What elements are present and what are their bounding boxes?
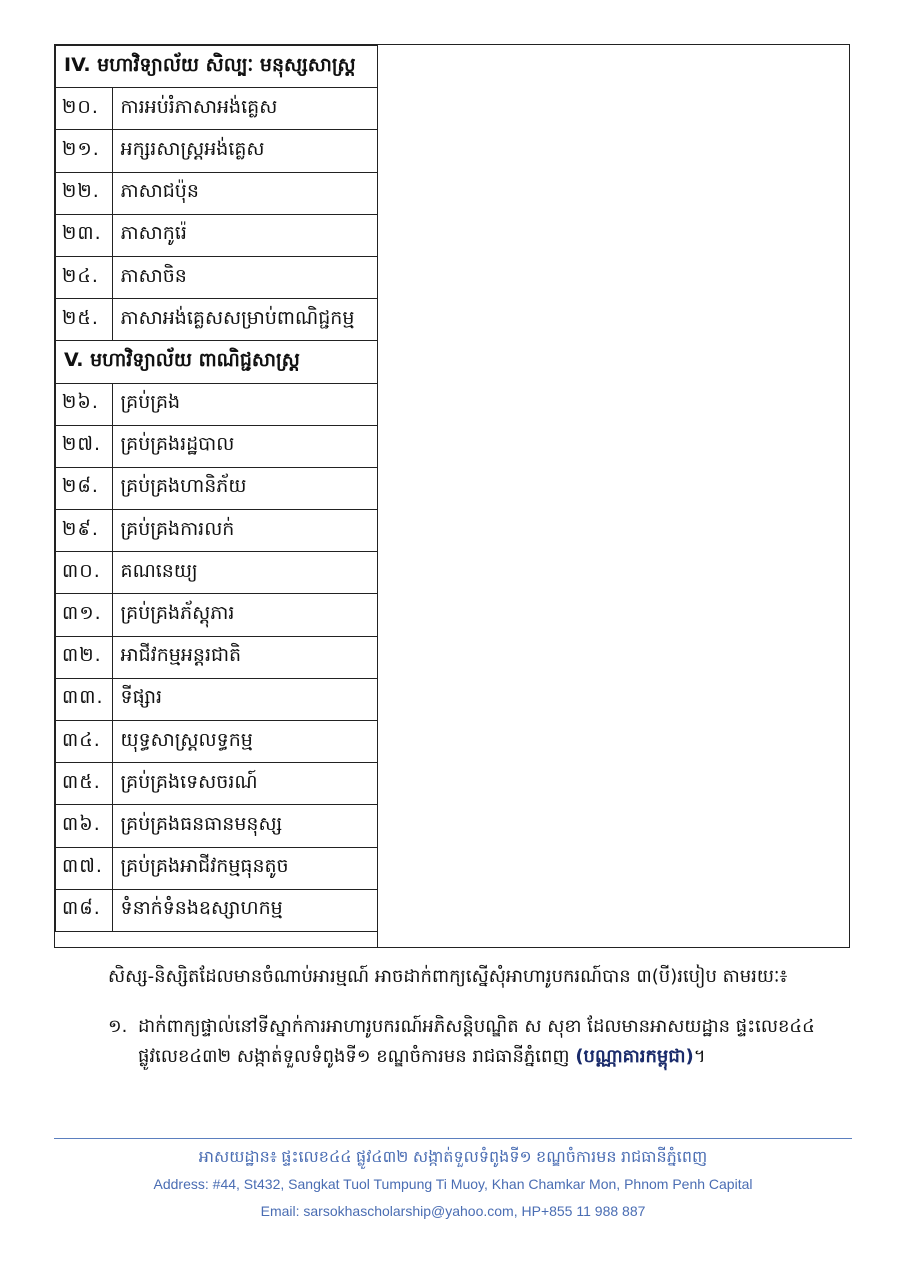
major-number: ៣៤. <box>56 721 113 763</box>
sentence-end: ។ <box>693 1046 706 1067</box>
majors-table <box>55 45 378 932</box>
major-number: ២៩. <box>56 510 113 552</box>
major-name: គ្រប់គ្រងធនធានមនុស្ស <box>112 805 377 847</box>
major-name: គ្រប់គ្រងការលក់ <box>112 510 377 552</box>
major-row <box>56 847 378 889</box>
major-number: ២៣. <box>56 214 113 256</box>
major-row <box>56 678 378 720</box>
major-row <box>56 88 378 130</box>
major-number: ៣១. <box>56 594 113 636</box>
footer-english-address: Address: #44, St432, Sangkat Tuol Tumpung Ti Muoy, Khan Chamkar Mon, Phnom Penh Capital <box>153 1176 753 1192</box>
empty-right-pane <box>377 45 849 947</box>
major-number: ៣៣. <box>56 678 113 720</box>
major-number: ៣៨. <box>56 889 113 931</box>
major-name: គ្រប់គ្រងភ័ស្តុភារ <box>112 594 377 636</box>
major-name: គ្រប់គ្រងរដ្ឋបាល <box>112 425 377 467</box>
list-marker: ១. <box>108 1016 128 1037</box>
footer-divider <box>54 1138 852 1139</box>
major-number: ២២. <box>56 172 113 214</box>
major-number: ២៧. <box>56 425 113 467</box>
major-number: ៣៥. <box>56 763 113 805</box>
major-row <box>56 763 378 805</box>
major-number: ២៤. <box>56 256 113 298</box>
footer-khmer-address: អាសយដ្ឋាន៖ ផ្ទះលេខ៤៤ ផ្លូវ៤៣២ សង្កាត់ទួលទំពូងទី១ ខណ្ឌចំការមន រាជធានីភ្នំពេញ <box>198 1149 708 1166</box>
major-row <box>56 721 378 763</box>
major-name: ភាសាអង់គ្លេសសម្រាប់ពាណិជ្ជកម្ម <box>112 299 377 341</box>
major-name: ភាសាជប៉ុន <box>112 172 377 214</box>
major-number: ៣៧. <box>56 847 113 889</box>
page-footer <box>54 1145 852 1225</box>
major-row <box>56 889 378 931</box>
major-row <box>56 299 378 341</box>
major-name: យុទ្ធសាស្ត្រលទ្ធកម្ម <box>112 721 377 763</box>
faculty-header-row <box>56 341 378 383</box>
major-row <box>56 467 378 509</box>
major-number: ៣០. <box>56 552 113 594</box>
major-name: គ្រប់គ្រងអាជីវកម្មធុនតូច <box>112 847 377 889</box>
faculty-title: IV. មហាវិទ្យាល័យ សិល្បៈ មនុស្សសាស្ត្រ <box>56 46 378 88</box>
major-name: ភាសាចិន <box>112 256 377 298</box>
application-intro: សិស្ស-និស្សិតដែលមានចំណាប់អារម្មណ៍ អាចដាក់ពាក្យស្នើសុំអាហារូបករណ៍បាន ៣(បី)របៀប តាមរយៈ៖ <box>108 966 788 987</box>
major-row <box>56 805 378 847</box>
footer-contact: Email: sarsokhascholarship@yahoo.com, HP+855 11 988 887 <box>260 1203 646 1219</box>
majors-box <box>54 44 850 948</box>
faculty-title: V. មហាវិទ្យាល័យ ពាណិជ្ជសាស្ត្រ <box>56 341 378 383</box>
major-number: ២១. <box>56 130 113 172</box>
major-name: ភាសាកូរ៉េ <box>112 214 377 256</box>
faculty-header-row <box>56 46 378 88</box>
major-name: ទីផ្សារ <box>112 678 377 720</box>
bookstore-name: (បណ្ណាគារកម្ពុជា) <box>575 1046 694 1067</box>
major-number: ២០. <box>56 88 113 130</box>
major-row <box>56 383 378 425</box>
major-name: គ្រប់គ្រងហានិភ័យ <box>112 467 377 509</box>
major-name: គ្រប់គ្រងទេសចរណ៍ <box>112 763 377 805</box>
major-row <box>56 130 378 172</box>
major-name: គ្រប់គ្រង <box>112 383 377 425</box>
major-name: ការអប់រំភាសាអង់គ្លេស <box>112 88 377 130</box>
major-number: ២៦. <box>56 383 113 425</box>
major-row <box>56 552 378 594</box>
major-name: អក្សរសាស្ត្រអង់គ្លេស <box>112 130 377 172</box>
major-row <box>56 425 378 467</box>
major-number: ៣៦. <box>56 805 113 847</box>
method-1-text: ដាក់ពាក្យផ្ទាល់នៅទីស្នាក់ការអាហារូបករណ៍អភិសន្តិបណ្ឌិត ស សុខា ដែលមានអាសយដ្ឋាន ផ្ទះលេខ៤៤ ផ្លូវលេខ៤៣២ សង្កាត់ទួលទំពូងទី១ ខណ្ឌចំការមន រាជធានីភ្នំពេញ <box>138 1016 815 1067</box>
major-name: ទំនាក់ទំនងឧស្សាហកម្ម <box>112 889 377 931</box>
major-row <box>56 214 378 256</box>
major-name: អាជីវកម្មអន្តរជាតិ <box>112 636 377 678</box>
major-row <box>56 594 378 636</box>
major-row <box>56 510 378 552</box>
major-number: ២៥. <box>56 299 113 341</box>
major-row <box>56 172 378 214</box>
major-number: ៣២. <box>56 636 113 678</box>
application-method-1 <box>108 1012 868 1072</box>
major-number: ២៨. <box>56 467 113 509</box>
major-row <box>56 256 378 298</box>
major-row <box>56 636 378 678</box>
major-name: គណនេយ្យ <box>112 552 377 594</box>
